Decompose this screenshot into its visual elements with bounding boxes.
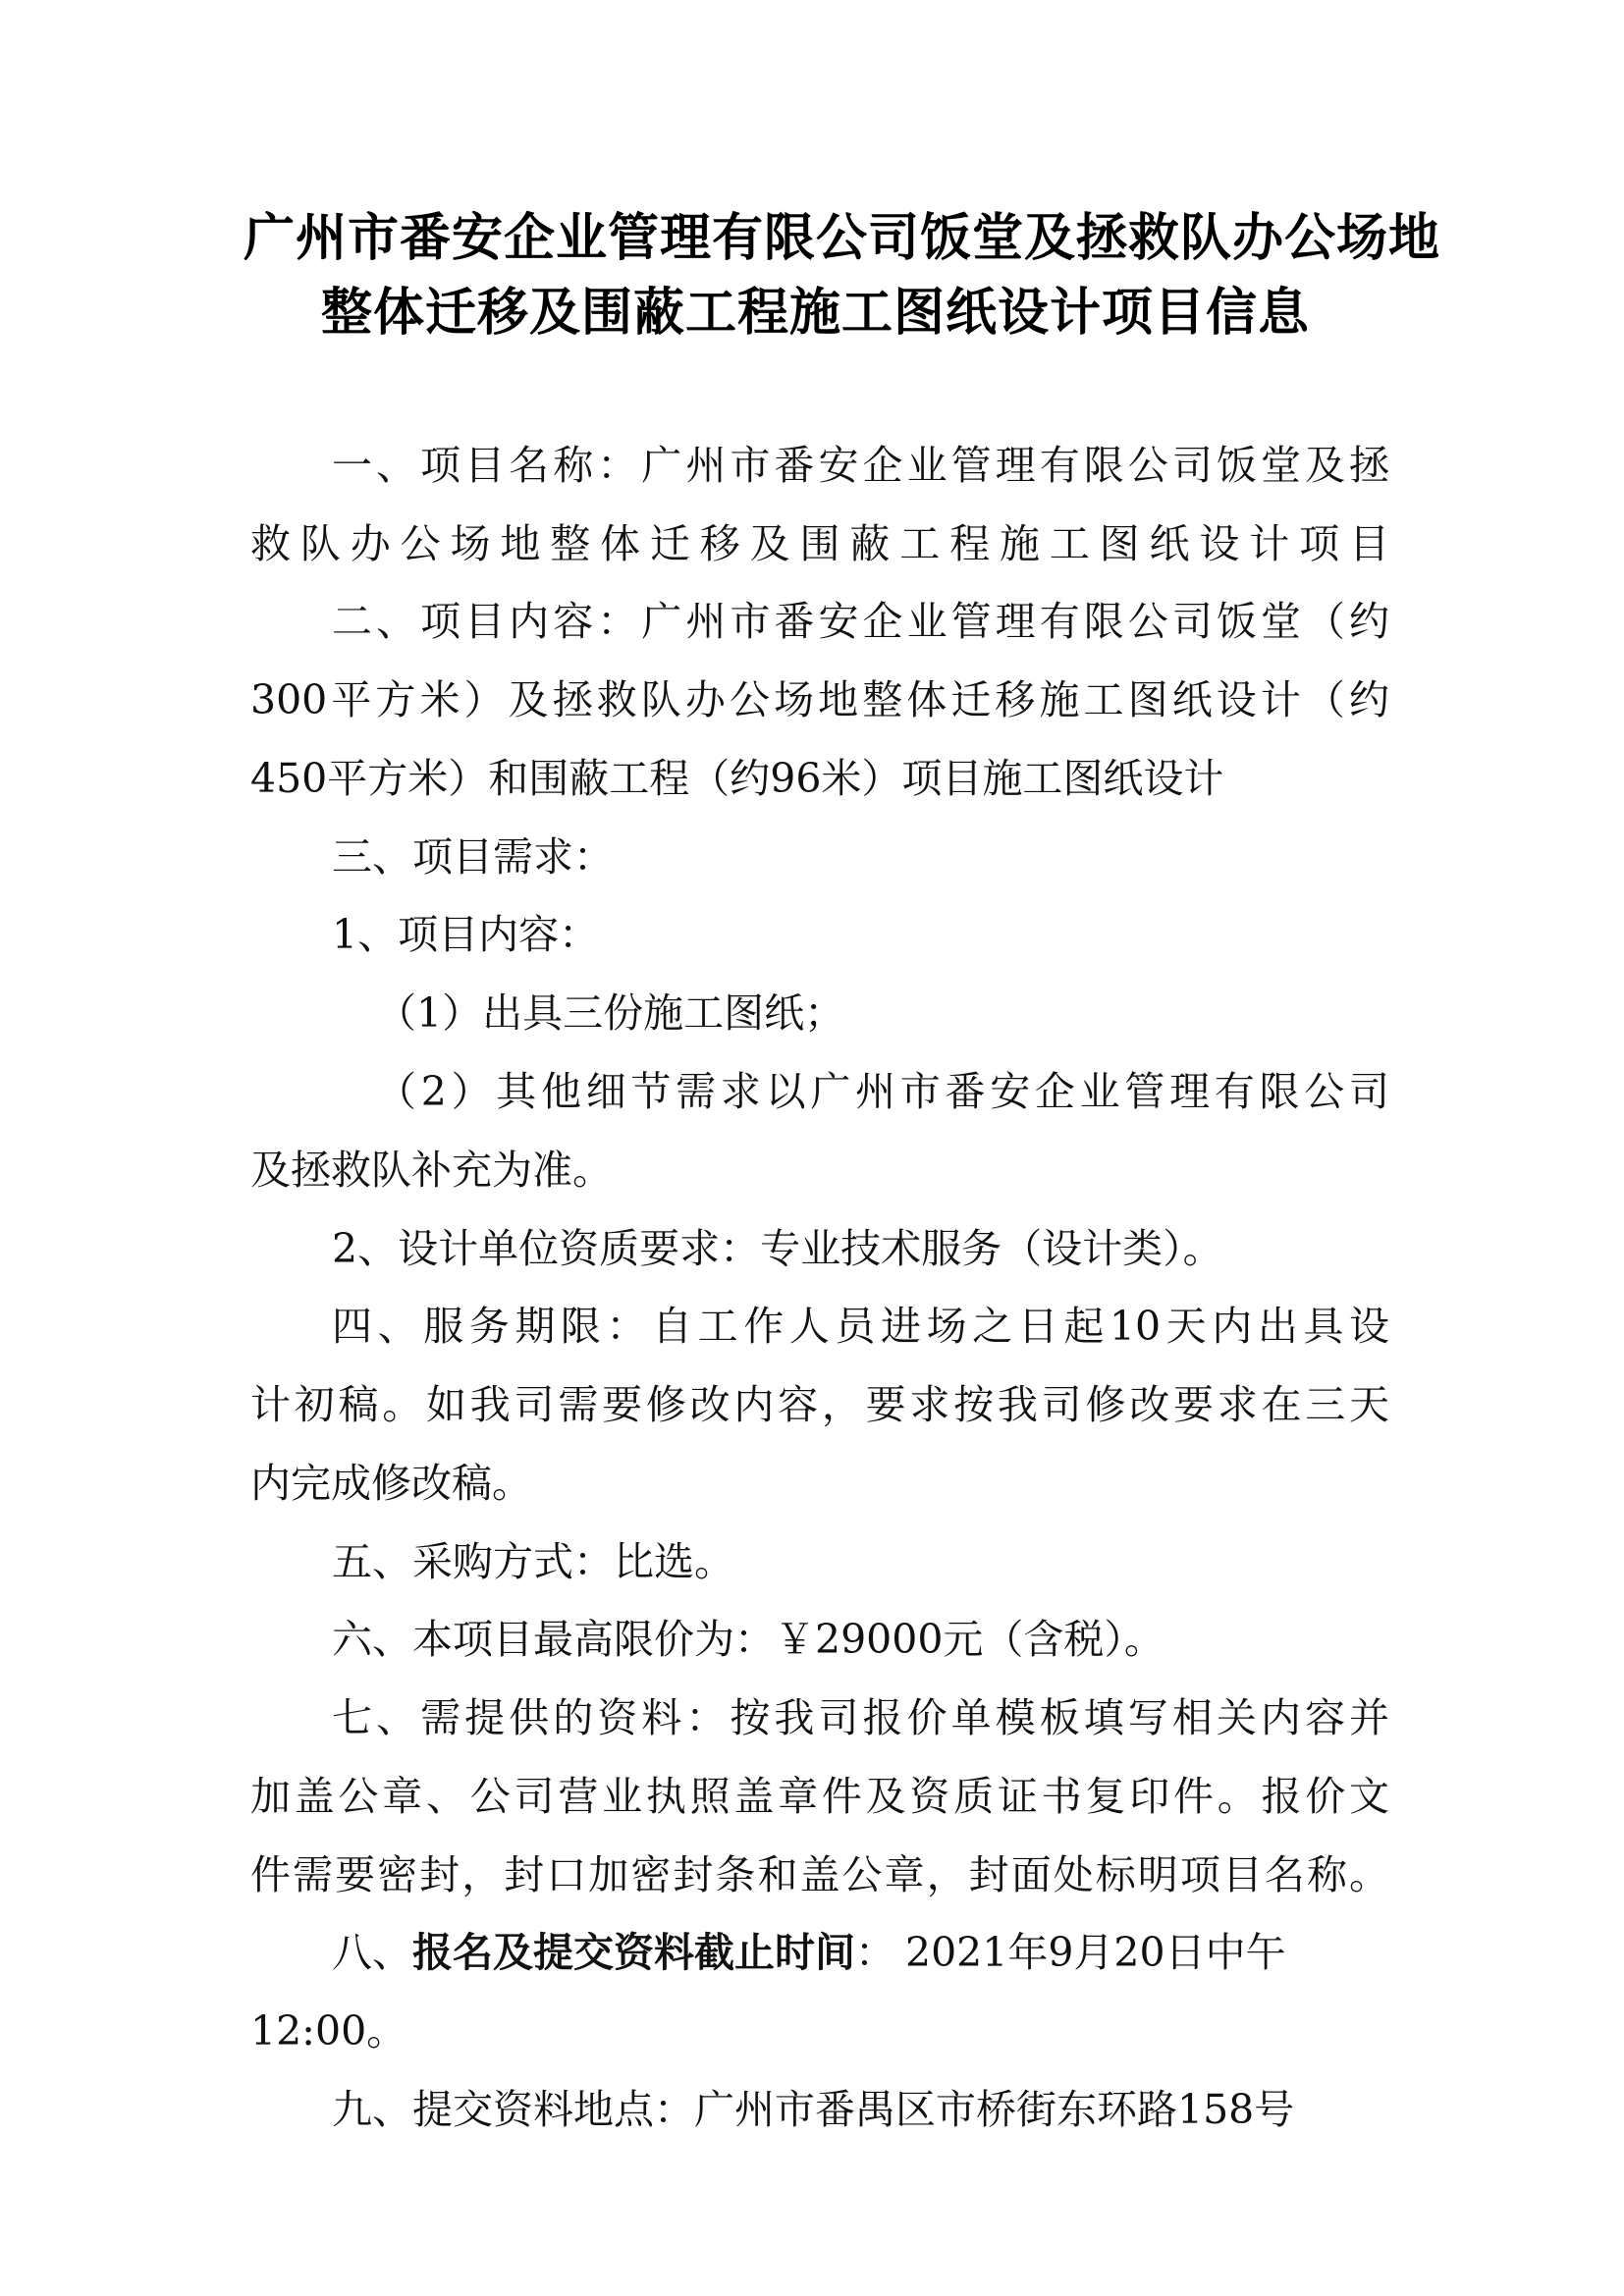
- item-1-line-1: 一、项目名称：广州市番安企业管理有限公司饭堂及拯: [332, 442, 1389, 489]
- item-3-sub-1-point-2-line-2: 及拯救队补充为准。: [250, 1147, 613, 1194]
- item-8-line-1: [332, 1923, 1471, 1982]
- item-4-line-3: 内完成修改稿。: [250, 1460, 532, 1507]
- item-8-colon: ：: [855, 1929, 895, 1976]
- item-4-line-1: 四、服务期限：自工作人员进场之日起10天内出具设: [332, 1303, 1389, 1350]
- item-3-sub-1: 1、项目内容：: [332, 911, 600, 958]
- item-8-line-2: 12:00。: [250, 2007, 407, 2055]
- item-7-line-3: 件需要密封，封口加密封条和盖公章，封面处标明项目名称。: [250, 1851, 1389, 1898]
- item-3-sub-1-point-2-line-1: （2）其他细节需求以广州市番安企业管理有限公司: [376, 1068, 1389, 1115]
- item-7-line-2: 加盖公章、公司营业执照盖章件及资质证书复印件。报价文: [250, 1773, 1389, 1820]
- item-1-line-2: 救队办公场地整体迁移及围蔽工程施工图纸设计项目: [250, 520, 1389, 567]
- item-9-line-1: 九、提交资料地点：广州市番禺区市桥街东环路158号: [332, 2086, 1295, 2133]
- document-title-line-1: 广州市番安企业管理有限公司饭堂及拯救队办公场地: [244, 208, 1441, 268]
- item-6: 六、本项目最高限价为：￥29000元（含税）。: [332, 1616, 1164, 1663]
- item-4-line-2: 计初稿。如我司需要修改内容，要求按我司修改要求在三天: [250, 1381, 1389, 1428]
- item-3-heading: 三、项目需求：: [332, 833, 614, 881]
- item-7-line-1: 七、需提供的资料：按我司报价单模板填写相关内容并: [332, 1694, 1389, 1741]
- item-2-line-2: 300平方米）及拯救队办公场地整体迁移施工图纸设计（约: [250, 676, 1389, 723]
- item-3-sub-1-point-1: （1）出具三份施工图纸；: [376, 989, 845, 1037]
- item-2-line-3: 450平方米）和围蔽工程（约96米）项目施工图纸设计: [250, 755, 1224, 802]
- item-8-prefix: 八、: [332, 1929, 412, 1976]
- item-3-sub-2: 2、设计单位资质要求：专业技术服务（设计类）。: [332, 1225, 1223, 1272]
- item-2-line-1: 二、项目内容：广州市番安企业管理有限公司饭堂（约: [332, 598, 1389, 645]
- document-title-line-2: 整体迁移及围蔽工程施工图纸设计项目信息: [320, 283, 1310, 343]
- item-8-value: 2021年9月20日中午: [905, 1929, 1286, 1976]
- item-5: 五、采购方式：比选。: [332, 1538, 734, 1585]
- item-8-label: 报名及提交资料截止时间: [412, 1929, 855, 1976]
